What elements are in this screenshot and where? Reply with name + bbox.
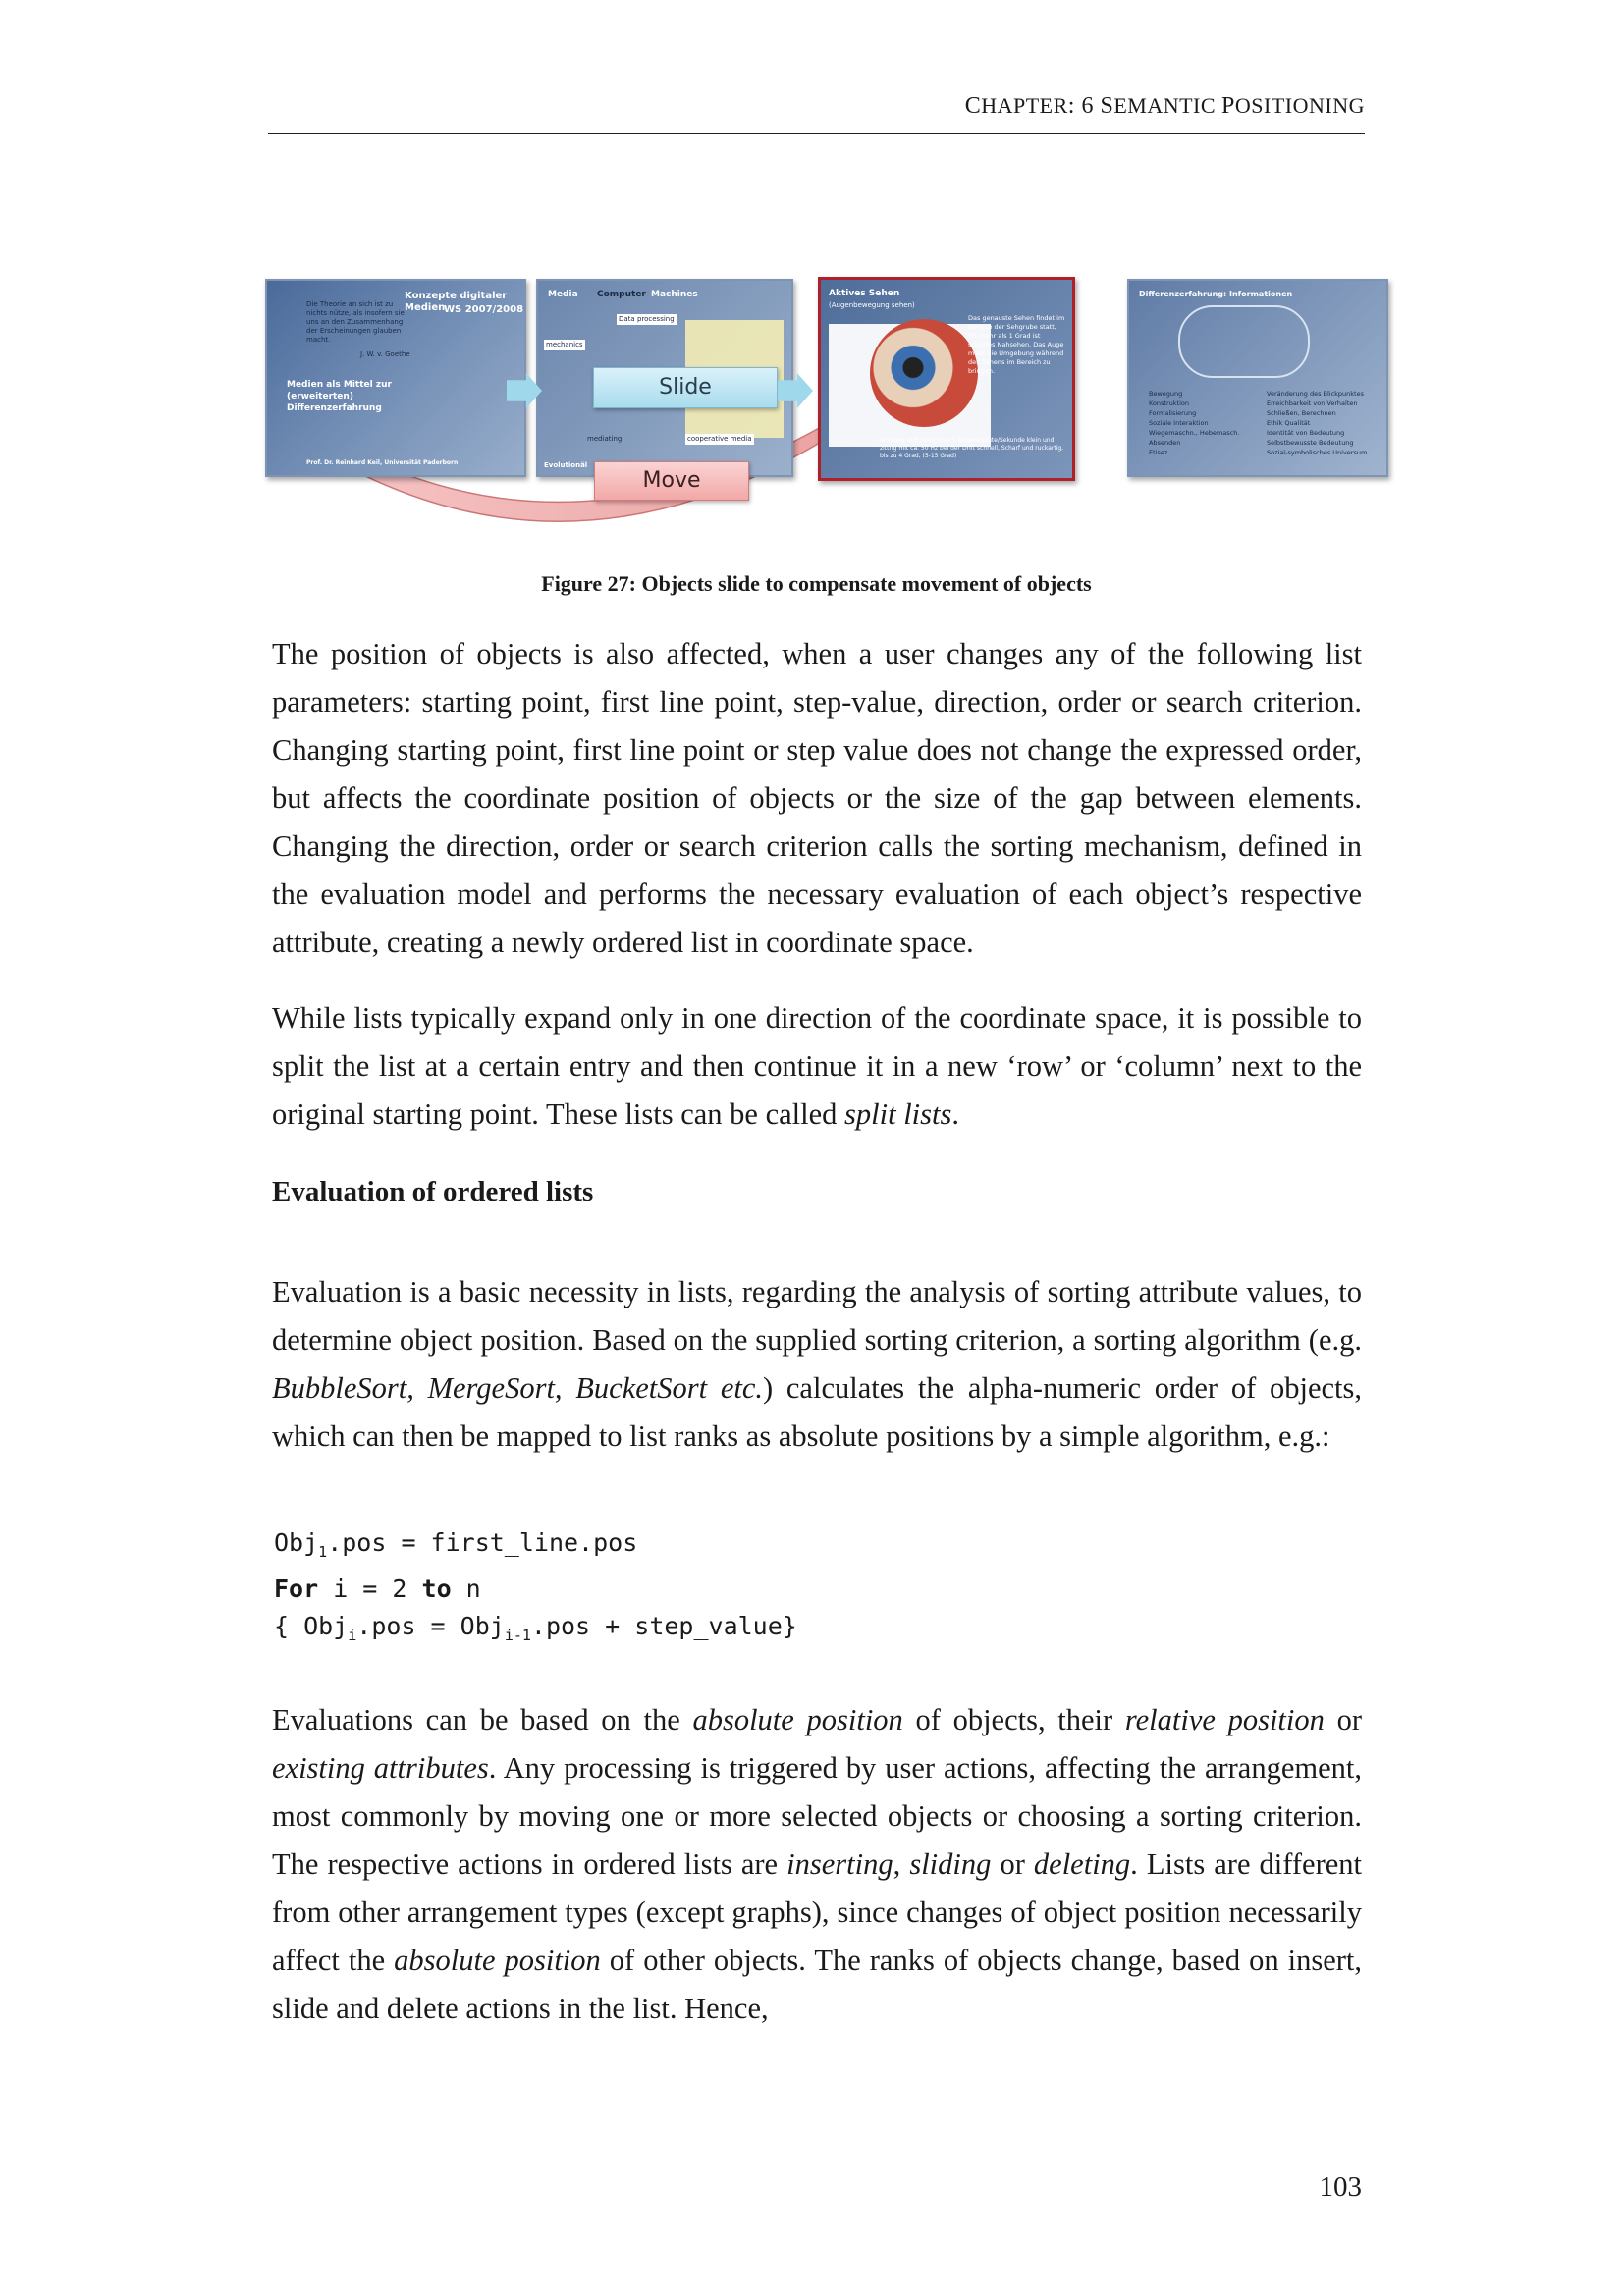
code-token: .pos + step_value} [530,1612,797,1640]
p4-emphasis: absolute position [692,1703,903,1736]
code-line-1 [274,1524,797,1571]
paragraph2-text: While lists typically expand only in one direction of the coordinate space, it is possible to split the list at a certain entry and then continue it in a new ‘row’ or ‘column’ next to the original starting point. These lists can be called [272,1001,1362,1131]
header-p: P [1221,93,1235,119]
code-token: .pos = first_line.pos [327,1528,638,1557]
code-line-3 [274,1608,797,1654]
sorting-algorithms: BubbleSort, MergeSort, BucketSort etc. [272,1371,763,1405]
section-heading: Evaluation of ordered lists [272,1176,594,1207]
slide1-quote: Die Theorie an sich ist zu nichts nütze, als insofern sie uns an den Zusammenhang der Erscheinungen glauben macht. [306,300,405,344]
slide4-result-item: Sozial-symbolisches Universum [1267,449,1368,456]
paragraph3-end: ) calculates the alpha-numeric order of objects, which can then be mapped to list ranks as absolute positions by a simple algorithm, e.g.: [272,1371,1362,1453]
p4-emphasis: deleting [1033,1847,1131,1881]
code-token: Obj [274,1528,319,1557]
header-rule [268,133,1365,134]
code-subscript: 1 [318,1543,328,1561]
slide1-footer: Prof. Dr. Reinhard Keil, Universität Paderborn [306,459,459,466]
p4-emphasis: relative position [1124,1703,1325,1736]
slide4-results [1267,389,1367,457]
slide3-title: Aktives Sehen [829,289,900,298]
header-ositioning: OSITIONING [1234,93,1365,118]
slide2-mechanics: mechanics [546,341,583,348]
slide4-list-item: Etisez [1149,449,1168,456]
slide4-list-item: Konstruktion [1149,400,1189,407]
slide4-list-item: Bewegung [1149,390,1183,398]
slide4-result-item: Ethik Qualität [1267,419,1311,427]
term-split-lists: split lists [844,1097,952,1131]
eye-illustration [870,319,978,427]
code-subscript: i-1 [504,1627,531,1644]
paragraph-evaluations-based [272,1696,1362,2033]
header-emantic: EMANTIC [1113,93,1217,118]
code-block [274,1524,797,1654]
p4-text: , [893,1847,910,1881]
p4-text: of objects, their [902,1703,1125,1736]
p4-emphasis: existing attributes [272,1751,489,1785]
p4-text: or [1324,1703,1362,1736]
header-hapter: HAPTER [981,93,1068,118]
slide1-author: J. W. v. Goethe [360,350,410,358]
code-keyword-to: to [421,1575,452,1603]
code-subscript: i [348,1627,357,1644]
slide2-tab-machines: Machines [651,290,698,299]
slide4-list-item: Formalisierung [1149,409,1197,417]
p4-emphasis: sliding [909,1847,992,1881]
slide4-result-item: Identität von Bedeutung [1267,429,1345,437]
slide2-mediating: mediating [587,435,623,443]
slide4-result-item: Erreichbarkeit von Verhalten [1267,400,1358,407]
slide4-list [1149,389,1239,457]
figure-27 [263,275,1392,530]
move-label: Move [594,461,749,501]
header-s: S [1100,93,1114,119]
code-line-2 [274,1571,797,1608]
slide3-body: Das genauste Sehen findet im Bereich der Sehgrube statt, für mehr als 1 Grad ist schärfes Nahsehen. Das Auge muss die Umgebung während des Sehens im Bereich zu bringen. [968,314,1065,375]
p4-text: of other objects. The ranks of objects change, based on insert, slide and delete actions in the list. Hence, [272,1944,1362,2025]
slide-thumbnail-4 [1127,279,1388,477]
p4-text: . Lists are different from other arrangement types (except graphs), since changes of object position necessarily affect the [272,1847,1362,1977]
slide2-tab-media: Media [548,290,578,299]
slide-label: Slide [593,367,778,408]
slide4-result-item: Schließen, Berechnen [1267,409,1336,417]
header-c: C [964,93,982,119]
slide3-bottom-text: langsam und ruhig über 1 Bogenminute/Sekunde klein und zittrig mit ca. 50 Hz bei der Drift schnell, Scharf und ruckartig, bis zu 4 Grad, (5-15 Grad) [880,437,1064,459]
slide1-term: WS 2007/2008 [444,304,524,315]
slide2-left-footer: Evolutionäl [544,461,588,469]
slide4-title: Differenzerfahrung: Informationen [1139,290,1293,298]
paragraph-split-lists [272,994,1362,1139]
slide2-tab-computer: Computer [597,290,646,299]
slide-thumbnail-3 [818,277,1075,481]
header-chapter-number: : 6 [1067,93,1101,119]
code-token: { Obj [274,1612,349,1640]
slide4-list-item: Soziale Interaktion [1149,419,1209,427]
paragraph3-start: Evaluation is a basic necessity in lists, regarding the analysis of sorting attribute values, to determine object position. Based on the supplied sorting criterion, a sorting algorithm (e.g. [272,1275,1362,1357]
paragraph-list-parameters: The position of objects is also affected, when a user changes any of the following list parameters: starting point, first line point, step-value, direction, order or search criterion. Changing starting point, first line point or step value does not change the expressed order, but affects the coordinate position of objects or the size of the gap between elements. Changing the direction, order or search criterion calls the sorting mechanism, defined in the evaluation model and performs the necessary evaluation of each object’s respective attribute, creating a newly ordered list in coordinate space. [272,637,1362,959]
slide4-result-item: Veränderung des Blickpunktes [1267,390,1364,398]
p4-text: . Any processing is triggered by user actions, affecting the arrangement, most commonly by moving one or more selected objects or choosing a sorting criterion. The respective actions in ordered lists are [272,1751,1362,1881]
slide4-list-item: Absenden [1149,439,1181,447]
p4-text: Evaluations can be based on the [272,1703,693,1736]
figure-caption: Figure 27: Objects slide to compensate movement of objects [541,571,1092,596]
paragraph2-end: . [951,1097,959,1131]
slide2-cooperative-media: cooperative media [687,435,752,443]
slide1-title: Konzepte digitaler Medien [405,291,508,313]
slide3-subtitle: (Augenbewegung sehen) [829,301,915,309]
p4-emphasis: absolute position [394,1944,601,1977]
slide4-diagram [1178,305,1310,378]
slide-thumbnail-1 [265,279,526,477]
p4-text: or [991,1847,1034,1881]
code-token: .pos = Obj [356,1612,505,1640]
paragraph-evaluation [272,1268,1362,1461]
page-number: 103 [1319,2171,1362,2203]
slide2-data-processing: Data processing [619,315,675,323]
code-keyword-for: For [274,1575,319,1603]
code-token: i = 2 [318,1575,422,1603]
slide1-heading: Medien als Mittel zur (erweiterten) Differenzerfahrung [287,380,392,413]
p4-emphasis: inserting [786,1847,893,1881]
slide4-result-item: Selbstbewusste Bedeutung [1267,439,1354,447]
code-token: n [451,1575,481,1603]
running-header [268,93,1365,120]
slide4-list-item: Wiegemaschn., Hebemasch. [1149,429,1240,437]
